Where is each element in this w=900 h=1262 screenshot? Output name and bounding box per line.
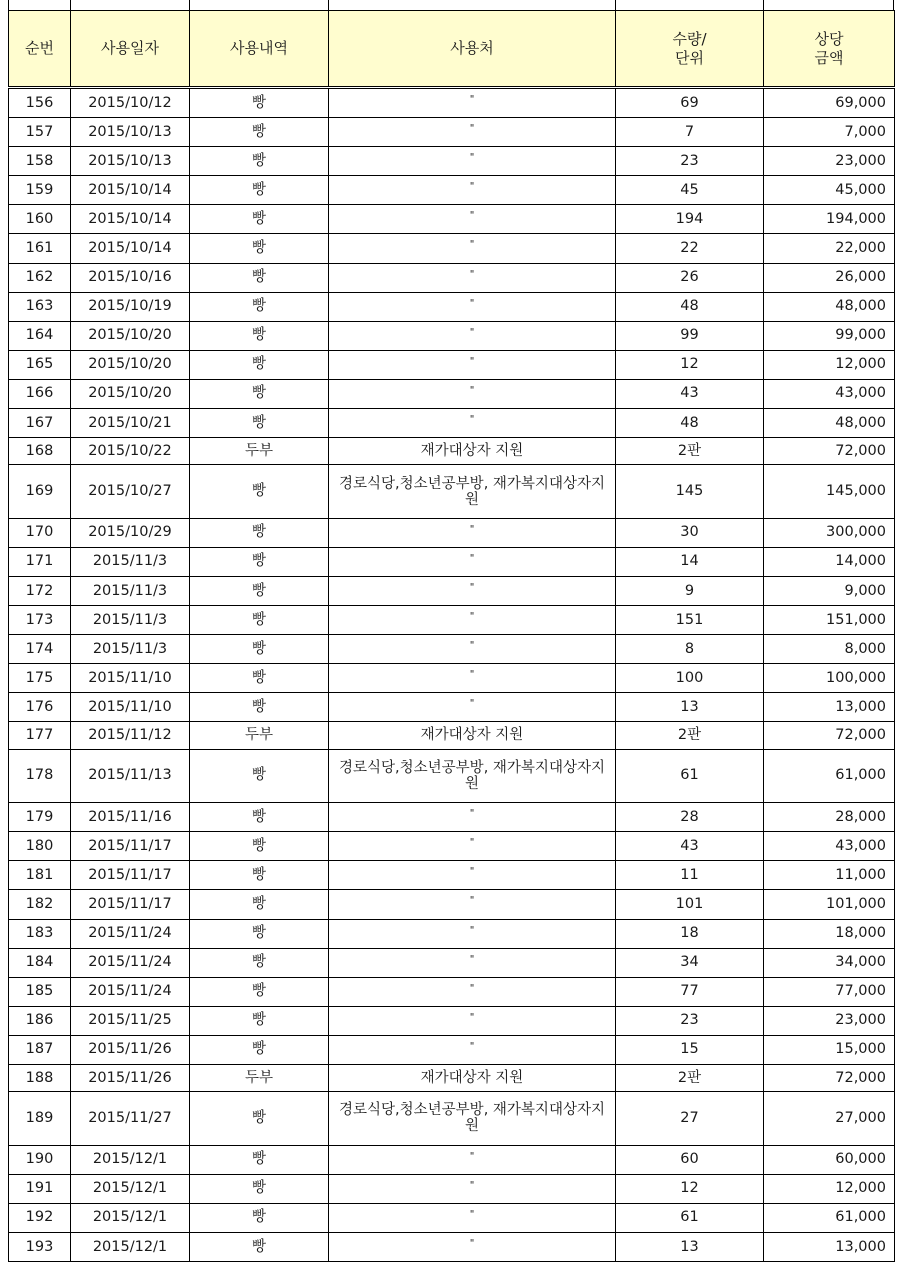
place-cell: " — [329, 977, 616, 1006]
amount-cell: 45,000 — [764, 176, 895, 205]
place-cell: " — [329, 803, 616, 832]
table-row — [9, 147, 895, 176]
place-cell: " — [329, 1006, 616, 1035]
table-row — [9, 1174, 895, 1203]
qty-cell: 8 — [616, 635, 764, 664]
place-cell: " — [329, 118, 616, 147]
seq-cell: 157 — [9, 118, 71, 147]
qty-cell: 30 — [616, 518, 764, 547]
qty-cell: 69 — [616, 88, 764, 118]
amount-cell: 34,000 — [764, 948, 895, 977]
item-cell: 빵 — [190, 379, 329, 408]
table-row — [9, 1092, 895, 1146]
amount-cell: 28,000 — [764, 803, 895, 832]
amount-cell: 23,000 — [764, 147, 895, 176]
place-cell: " — [329, 635, 616, 664]
qty-cell: 99 — [616, 321, 764, 350]
seq-cell: 164 — [9, 321, 71, 350]
item-cell: 빵 — [190, 635, 329, 664]
item-cell: 빵 — [190, 234, 329, 263]
date-cell: 2015/10/14 — [71, 205, 190, 234]
seq-cell: 179 — [9, 803, 71, 832]
place-cell: " — [329, 88, 616, 118]
qty-cell: 14 — [616, 547, 764, 576]
qty-cell: 18 — [616, 919, 764, 948]
place-cell: " — [329, 1232, 616, 1261]
seq-cell: 161 — [9, 234, 71, 263]
table-row — [9, 890, 895, 919]
place-cell: " — [329, 350, 616, 379]
amount-cell: 13,000 — [764, 693, 895, 722]
qty-cell: 12 — [616, 350, 764, 379]
item-cell: 빵 — [190, 321, 329, 350]
table-row — [9, 1145, 895, 1174]
qty-cell: 43 — [616, 832, 764, 861]
qty-cell: 61 — [616, 749, 764, 803]
date-cell: 2015/11/13 — [71, 749, 190, 803]
table-row — [9, 234, 895, 263]
qty-cell: 60 — [616, 1145, 764, 1174]
date-cell: 2015/11/3 — [71, 547, 190, 576]
table-row — [9, 118, 895, 147]
place-cell: " — [329, 263, 616, 292]
date-cell: 2015/10/20 — [71, 321, 190, 350]
date-cell: 2015/10/14 — [71, 176, 190, 205]
amount-cell: 48,000 — [764, 292, 895, 321]
place-cell: " — [329, 234, 616, 263]
item-cell: 빵 — [190, 118, 329, 147]
table-row — [9, 1203, 895, 1232]
date-cell: 2015/10/12 — [71, 88, 190, 118]
amount-cell: 12,000 — [764, 1174, 895, 1203]
place-cell: " — [329, 518, 616, 547]
qty-cell: 13 — [616, 693, 764, 722]
item-cell: 빵 — [190, 409, 329, 438]
amount-cell: 12,000 — [764, 350, 895, 379]
amount-cell: 101,000 — [764, 890, 895, 919]
seq-cell: 185 — [9, 977, 71, 1006]
date-cell: 2015/12/1 — [71, 1232, 190, 1261]
seq-cell: 156 — [9, 88, 71, 118]
place-cell: " — [329, 147, 616, 176]
qty-cell: 194 — [616, 205, 764, 234]
qty-cell: 9 — [616, 577, 764, 606]
qty-cell: 27 — [616, 1092, 764, 1146]
item-cell: 빵 — [190, 919, 329, 948]
date-cell: 2015/11/3 — [71, 635, 190, 664]
table-row — [9, 1065, 895, 1092]
seq-cell: 176 — [9, 693, 71, 722]
amount-cell: 77,000 — [764, 977, 895, 1006]
amount-cell: 7,000 — [764, 118, 895, 147]
amount-cell: 18,000 — [764, 919, 895, 948]
seq-cell: 172 — [9, 577, 71, 606]
qty-cell: 12 — [616, 1174, 764, 1203]
table-row — [9, 409, 895, 438]
amount-cell: 72,000 — [764, 722, 895, 749]
table-row — [9, 350, 895, 379]
item-cell: 빵 — [190, 948, 329, 977]
table-row — [9, 948, 895, 977]
table-row — [9, 547, 895, 576]
qty-cell: 61 — [616, 1203, 764, 1232]
date-cell: 2015/11/17 — [71, 861, 190, 890]
qty-cell: 48 — [616, 292, 764, 321]
item-cell: 빵 — [190, 977, 329, 1006]
amount-cell: 72,000 — [764, 438, 895, 465]
item-cell: 빵 — [190, 1035, 329, 1064]
table-row — [9, 88, 895, 118]
seq-cell: 177 — [9, 722, 71, 749]
date-cell: 2015/11/12 — [71, 722, 190, 749]
place-cell: " — [329, 1035, 616, 1064]
qty-cell: 34 — [616, 948, 764, 977]
item-cell: 빵 — [190, 465, 329, 519]
place-cell: " — [329, 292, 616, 321]
seq-cell: 171 — [9, 547, 71, 576]
place-cell: " — [329, 176, 616, 205]
amount-cell: 43,000 — [764, 832, 895, 861]
date-cell: 2015/11/10 — [71, 664, 190, 693]
qty-cell: 2판 — [616, 1065, 764, 1092]
seq-cell: 166 — [9, 379, 71, 408]
item-cell: 빵 — [190, 890, 329, 919]
amount-cell: 61,000 — [764, 749, 895, 803]
qty-cell: 28 — [616, 803, 764, 832]
item-cell: 빵 — [190, 606, 329, 635]
date-cell: 2015/10/22 — [71, 438, 190, 465]
table-row — [9, 832, 895, 861]
qty-cell: 48 — [616, 409, 764, 438]
seq-cell: 175 — [9, 664, 71, 693]
amount-cell: 43,000 — [764, 379, 895, 408]
qty-cell: 43 — [616, 379, 764, 408]
table-row — [9, 1035, 895, 1064]
seq-cell: 189 — [9, 1092, 71, 1146]
seq-cell: 178 — [9, 749, 71, 803]
item-cell: 빵 — [190, 263, 329, 292]
item-cell: 빵 — [190, 861, 329, 890]
place-cell: " — [329, 861, 616, 890]
seq-cell: 183 — [9, 919, 71, 948]
date-cell: 2015/11/25 — [71, 1006, 190, 1035]
place-cell: " — [329, 948, 616, 977]
place-cell: " — [329, 321, 616, 350]
seq-cell: 184 — [9, 948, 71, 977]
amount-cell: 14,000 — [764, 547, 895, 576]
amount-cell: 151,000 — [764, 606, 895, 635]
place-cell: " — [329, 547, 616, 576]
qty-cell: 2판 — [616, 722, 764, 749]
date-cell: 2015/10/29 — [71, 518, 190, 547]
seq-cell: 170 — [9, 518, 71, 547]
qty-cell: 22 — [616, 234, 764, 263]
item-cell: 빵 — [190, 1145, 329, 1174]
qty-cell: 23 — [616, 1006, 764, 1035]
usage-ledger-table — [8, 10, 895, 1262]
date-cell: 2015/10/14 — [71, 234, 190, 263]
table-row — [9, 379, 895, 408]
item-cell: 빵 — [190, 547, 329, 576]
seq-cell: 169 — [9, 465, 71, 519]
item-cell: 빵 — [190, 176, 329, 205]
item-cell: 빵 — [190, 1092, 329, 1146]
date-cell: 2015/10/13 — [71, 147, 190, 176]
table-row — [9, 693, 895, 722]
qty-cell: 45 — [616, 176, 764, 205]
amount-cell: 22,000 — [764, 234, 895, 263]
item-cell: 빵 — [190, 518, 329, 547]
seq-cell: 165 — [9, 350, 71, 379]
item-cell: 빵 — [190, 832, 329, 861]
col-header-date: 사용일자 — [71, 11, 190, 88]
date-cell: 2015/10/13 — [71, 118, 190, 147]
seq-cell: 187 — [9, 1035, 71, 1064]
place-cell: " — [329, 664, 616, 693]
seq-cell: 188 — [9, 1065, 71, 1092]
table-row — [9, 205, 895, 234]
amount-cell: 11,000 — [764, 861, 895, 890]
place-cell: " — [329, 205, 616, 234]
item-cell: 빵 — [190, 205, 329, 234]
date-cell: 2015/11/17 — [71, 832, 190, 861]
item-cell: 빵 — [190, 749, 329, 803]
table-row — [9, 919, 895, 948]
page-top-edge — [8, 0, 893, 10]
table-row — [9, 635, 895, 664]
item-cell: 빵 — [190, 1174, 329, 1203]
item-cell: 빵 — [190, 1006, 329, 1035]
place-cell: " — [329, 1203, 616, 1232]
seq-cell: 181 — [9, 861, 71, 890]
col-header-seq: 순번 — [9, 11, 71, 88]
amount-cell: 300,000 — [764, 518, 895, 547]
qty-cell: 7 — [616, 118, 764, 147]
seq-cell: 167 — [9, 409, 71, 438]
col-header-amount: 상당 금액 — [764, 11, 895, 88]
place-cell: " — [329, 693, 616, 722]
table-row — [9, 577, 895, 606]
date-cell: 2015/11/16 — [71, 803, 190, 832]
qty-cell: 2판 — [616, 438, 764, 465]
table-row — [9, 176, 895, 205]
item-cell: 빵 — [190, 577, 329, 606]
seq-cell: 182 — [9, 890, 71, 919]
date-cell: 2015/11/27 — [71, 1092, 190, 1146]
amount-cell: 99,000 — [764, 321, 895, 350]
amount-cell: 15,000 — [764, 1035, 895, 1064]
seq-cell: 193 — [9, 1232, 71, 1261]
table-row — [9, 1006, 895, 1035]
place-cell: " — [329, 1145, 616, 1174]
amount-cell: 9,000 — [764, 577, 895, 606]
col-header-place: 사용처 — [329, 11, 616, 88]
date-cell: 2015/10/19 — [71, 292, 190, 321]
amount-cell: 48,000 — [764, 409, 895, 438]
seq-cell: 192 — [9, 1203, 71, 1232]
seq-cell: 190 — [9, 1145, 71, 1174]
amount-cell: 27,000 — [764, 1092, 895, 1146]
item-cell: 빵 — [190, 664, 329, 693]
place-cell: " — [329, 577, 616, 606]
item-cell: 빵 — [190, 88, 329, 118]
place-cell: 경로식당,청소년공부방, 재가복지대상자지원 — [329, 1092, 616, 1146]
amount-cell: 69,000 — [764, 88, 895, 118]
qty-cell: 100 — [616, 664, 764, 693]
table-row — [9, 438, 895, 465]
date-cell: 2015/11/3 — [71, 606, 190, 635]
place-cell: " — [329, 890, 616, 919]
item-cell: 빵 — [190, 292, 329, 321]
date-cell: 2015/12/1 — [71, 1174, 190, 1203]
amount-cell: 100,000 — [764, 664, 895, 693]
date-cell: 2015/12/1 — [71, 1203, 190, 1232]
seq-cell: 174 — [9, 635, 71, 664]
header-row — [9, 11, 895, 88]
amount-cell: 60,000 — [764, 1145, 895, 1174]
date-cell: 2015/11/3 — [71, 577, 190, 606]
date-cell: 2015/11/17 — [71, 890, 190, 919]
qty-cell: 15 — [616, 1035, 764, 1064]
item-cell: 두부 — [190, 1065, 329, 1092]
item-cell: 두부 — [190, 438, 329, 465]
amount-cell: 194,000 — [764, 205, 895, 234]
table-row — [9, 263, 895, 292]
qty-cell: 145 — [616, 465, 764, 519]
place-cell: " — [329, 379, 616, 408]
date-cell: 2015/11/24 — [71, 977, 190, 1006]
table-row — [9, 664, 895, 693]
seq-cell: 159 — [9, 176, 71, 205]
seq-cell: 160 — [9, 205, 71, 234]
table-row — [9, 861, 895, 890]
table-row — [9, 1232, 895, 1261]
amount-cell: 13,000 — [764, 1232, 895, 1261]
date-cell: 2015/10/20 — [71, 350, 190, 379]
seq-cell: 162 — [9, 263, 71, 292]
qty-cell: 13 — [616, 1232, 764, 1261]
seq-cell: 180 — [9, 832, 71, 861]
item-cell: 빵 — [190, 350, 329, 379]
table-row — [9, 292, 895, 321]
table-row — [9, 749, 895, 803]
place-cell: 경로식당,청소년공부방, 재가복지대상자지원 — [329, 465, 616, 519]
place-cell: " — [329, 1174, 616, 1203]
amount-cell: 72,000 — [764, 1065, 895, 1092]
date-cell: 2015/12/1 — [71, 1145, 190, 1174]
date-cell: 2015/11/26 — [71, 1035, 190, 1064]
qty-cell: 11 — [616, 861, 764, 890]
date-cell: 2015/11/26 — [71, 1065, 190, 1092]
seq-cell: 163 — [9, 292, 71, 321]
item-cell: 빵 — [190, 803, 329, 832]
table-row — [9, 465, 895, 519]
qty-cell: 151 — [616, 606, 764, 635]
seq-cell: 158 — [9, 147, 71, 176]
place-cell: " — [329, 919, 616, 948]
table-row — [9, 321, 895, 350]
place-cell: " — [329, 832, 616, 861]
col-header-item: 사용내역 — [190, 11, 329, 88]
qty-cell: 77 — [616, 977, 764, 1006]
item-cell: 빵 — [190, 1203, 329, 1232]
amount-cell: 26,000 — [764, 263, 895, 292]
amount-cell: 8,000 — [764, 635, 895, 664]
place-cell: 경로식당,청소년공부방, 재가복지대상자지원 — [329, 749, 616, 803]
seq-cell: 191 — [9, 1174, 71, 1203]
place-cell: " — [329, 606, 616, 635]
amount-cell: 61,000 — [764, 1203, 895, 1232]
item-cell: 빵 — [190, 693, 329, 722]
amount-cell: 23,000 — [764, 1006, 895, 1035]
qty-cell: 23 — [616, 147, 764, 176]
place-cell: " — [329, 409, 616, 438]
place-cell: 재가대상자 지원 — [329, 438, 616, 465]
table-row — [9, 518, 895, 547]
place-cell: 재가대상자 지원 — [329, 1065, 616, 1092]
table-row — [9, 722, 895, 749]
qty-cell: 26 — [616, 263, 764, 292]
amount-cell: 145,000 — [764, 465, 895, 519]
date-cell: 2015/11/24 — [71, 948, 190, 977]
date-cell: 2015/10/21 — [71, 409, 190, 438]
place-cell: 재가대상자 지원 — [329, 722, 616, 749]
seq-cell: 173 — [9, 606, 71, 635]
table-row — [9, 803, 895, 832]
table-row — [9, 977, 895, 1006]
qty-cell: 101 — [616, 890, 764, 919]
col-header-qty: 수량/ 단위 — [616, 11, 764, 88]
item-cell: 두부 — [190, 722, 329, 749]
seq-cell: 186 — [9, 1006, 71, 1035]
date-cell: 2015/11/10 — [71, 693, 190, 722]
date-cell: 2015/10/16 — [71, 263, 190, 292]
seq-cell: 168 — [9, 438, 71, 465]
item-cell: 빵 — [190, 1232, 329, 1261]
date-cell: 2015/11/24 — [71, 919, 190, 948]
table-row — [9, 606, 895, 635]
date-cell: 2015/10/27 — [71, 465, 190, 519]
date-cell: 2015/10/20 — [71, 379, 190, 408]
item-cell: 빵 — [190, 147, 329, 176]
